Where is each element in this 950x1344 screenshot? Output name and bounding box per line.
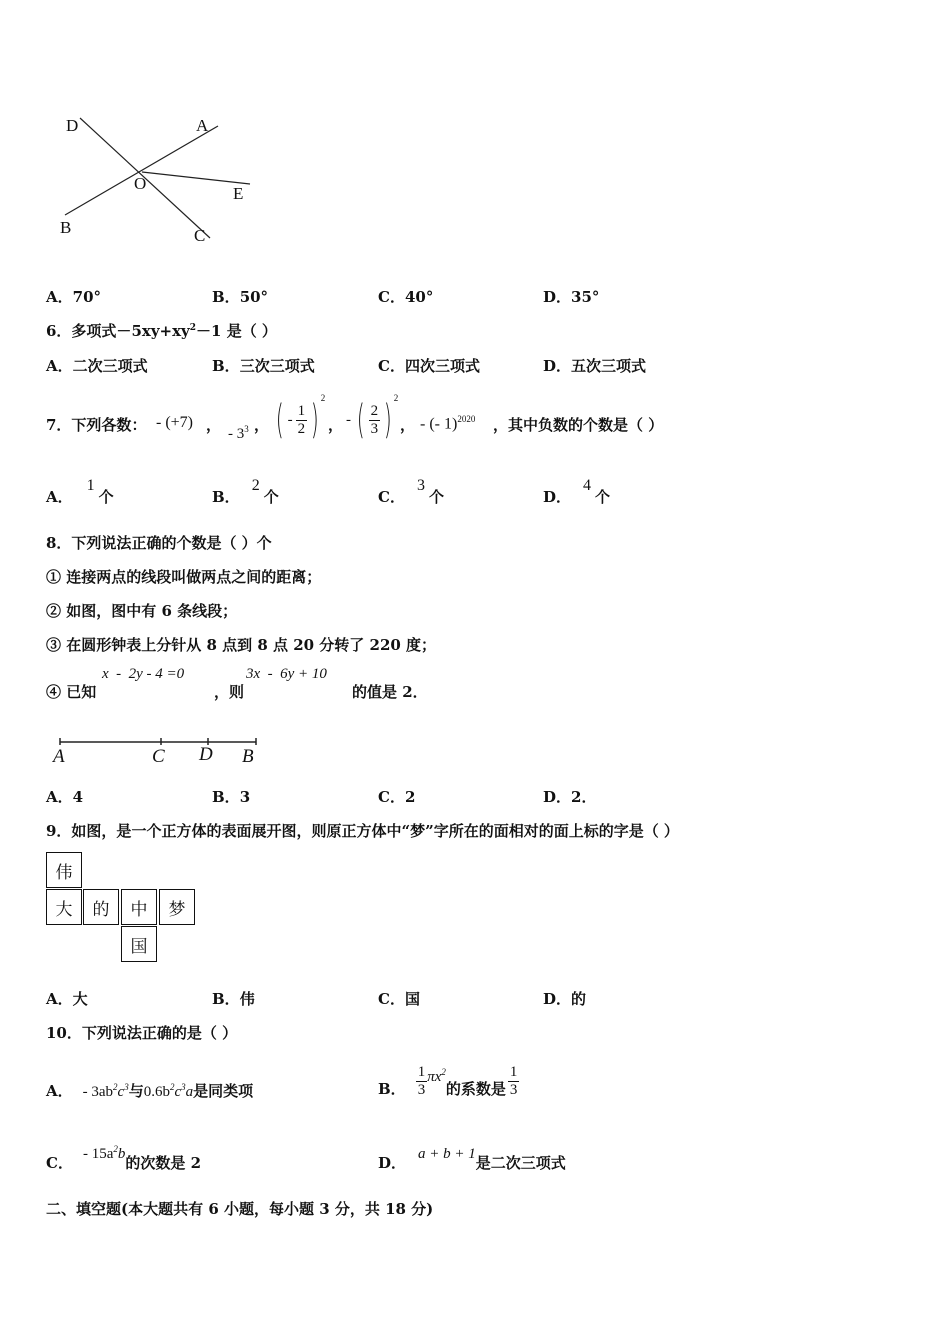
q6-stem [46, 320, 277, 341]
frac-num: 1 [417, 1064, 426, 1080]
q10-a-expr-1 [83, 1082, 129, 1101]
option-letter: A． [46, 357, 73, 375]
option-text: 35° [571, 288, 600, 306]
option-text: 伟 [239, 990, 255, 1008]
label-a: A [53, 746, 65, 767]
option-letter: D． [543, 990, 572, 1008]
term: 0.6b [143, 1084, 170, 1100]
section-2-heading: 二、填空题(本大题共有 6 小题，每小题 3 分，共 18 分) [46, 1200, 434, 1218]
q10-c-expr [83, 1144, 125, 1163]
q6-stem-sup: 2 [189, 323, 197, 333]
q6-stem-prefix: 6．多项式－5xy+xy [46, 322, 190, 340]
q8-statement-2: ② 如图，图中有 6 条线段； [46, 602, 238, 620]
option-letter: C． [378, 488, 405, 506]
q7-comma-1: ， [206, 416, 222, 434]
exp: 2 [169, 1082, 175, 1092]
option-letter: B． [212, 488, 240, 506]
frac-den: 3 [417, 1081, 426, 1098]
option-text: 四次三项式 [404, 357, 480, 375]
exp: 2 [113, 1082, 118, 1092]
option-letter: D． [543, 288, 572, 306]
q8-statement-4-eq: x - 2y - 4 =0 [102, 666, 185, 682]
option-letter: D． [543, 788, 572, 806]
q7-expr-5-exp: 2020 [457, 414, 476, 424]
q10-d-expr: a + b + 1 [418, 1146, 476, 1162]
term: πx [427, 1068, 442, 1085]
right-paren: ) [384, 397, 392, 443]
label-b: B [60, 218, 72, 237]
option-letter: C． [378, 788, 405, 806]
q8-option-b[interactable] [212, 786, 250, 807]
line-ba [65, 126, 218, 215]
q5-option-a[interactable] [46, 286, 101, 307]
label-a: A [196, 116, 209, 135]
q9-option-c[interactable] [378, 988, 420, 1009]
option-letter: A． [46, 788, 73, 806]
net-cell-da: 大 [46, 889, 82, 925]
option-letter: A． [46, 990, 73, 1008]
q7-comma-3: ， [328, 416, 344, 434]
q10-option-a[interactable] [46, 1080, 253, 1101]
option-letter: C． [378, 990, 405, 1008]
term: c [117, 1084, 125, 1100]
option-text: 4 [72, 788, 84, 806]
option-letter: B． [212, 788, 240, 806]
option-unit: 个 [428, 488, 444, 506]
q10-stem: 10．下列说法正确的是（ ） [46, 1024, 238, 1042]
exp: 3 [181, 1082, 186, 1092]
q7-expr-4-exp: 2 [393, 393, 399, 403]
option-text: 的 [571, 990, 587, 1008]
option-unit: 个 [595, 488, 611, 506]
net-cell-zhong: 中 [121, 889, 157, 925]
label-d: D [66, 116, 79, 135]
q5-option-c[interactable] [378, 286, 433, 307]
option-letter: B． [378, 1079, 406, 1098]
segment-figure [50, 734, 270, 770]
q9-option-b[interactable] [212, 988, 255, 1009]
q6-option-c[interactable] [378, 355, 480, 376]
label-c: C [152, 746, 165, 767]
option-text: 三次三项式 [239, 357, 315, 375]
option-text: 大 [72, 990, 88, 1008]
ray-oe [142, 172, 250, 184]
q7-option-d[interactable] [543, 477, 611, 507]
q10-a-expr-2 [144, 1082, 193, 1101]
q8-option-c[interactable] [378, 786, 415, 807]
q7-expr-2 [228, 424, 249, 443]
q10-b-frac-2 [508, 1064, 520, 1098]
frac-den: 2 [297, 420, 306, 437]
option-letter: D． [543, 488, 572, 506]
q7-comma-2: ， [254, 416, 270, 434]
q7-expr-2-exp: 3 [244, 424, 249, 434]
option-letter: A． [46, 488, 73, 506]
q8-option-d[interactable] [543, 786, 596, 807]
option-text: 的次数是 2 [125, 1154, 202, 1172]
frac-num: 2 [370, 403, 379, 419]
q10-b-frac-1 [416, 1064, 428, 1098]
option-letter: B． [212, 990, 240, 1008]
option-letter: A． [46, 288, 73, 306]
net-cell-wei: 伟 [46, 852, 82, 888]
label-e: E [233, 184, 244, 203]
q7-expr-4-sign: - [346, 411, 351, 428]
option-unit: 个 [98, 488, 114, 506]
q5-option-b[interactable] [212, 286, 268, 307]
option-text: 的系数是 [445, 1079, 506, 1098]
frac-den: 3 [370, 420, 379, 437]
q7-expr-5 [420, 414, 475, 433]
q8-statement-1: ① 连接两点的线段叫做两点之间的距离； [46, 568, 322, 586]
q9-option-a[interactable] [46, 988, 88, 1009]
option-letter: C． [378, 288, 405, 306]
option-num: 2 [251, 477, 260, 494]
term: - 15a [82, 1146, 114, 1162]
q7-comma-4: ， [400, 416, 416, 434]
net-cell-meng: 梦 [159, 889, 195, 925]
term: b [117, 1146, 126, 1162]
label-c: C [194, 226, 206, 245]
q7-expr-2-base: - 3 [228, 426, 245, 442]
q5-option-d[interactable] [543, 286, 599, 307]
option-text: 国 [404, 990, 420, 1008]
q7-expr-4 [346, 393, 398, 447]
term: a [185, 1084, 194, 1100]
q8-stem: 8．下列说法正确的个数是（ ）个 [46, 534, 272, 552]
label-o: O [134, 174, 147, 193]
net-cell-guo: 国 [121, 926, 157, 962]
q7-expr-3-exp: 2 [320, 393, 326, 403]
left-paren: ( [275, 397, 284, 443]
q8-statement-4-suffix: 的值是 2． [352, 683, 428, 701]
exp: 3 [124, 1082, 129, 1092]
q8-option-a[interactable] [46, 786, 83, 807]
option-letter: B． [212, 357, 240, 375]
net-cell-de: 的 [83, 889, 119, 925]
q7-expr-4-frac [369, 403, 381, 437]
option-text: 70° [72, 288, 102, 306]
option-letter: B． [212, 288, 240, 306]
q6-option-b[interactable] [212, 355, 315, 376]
option-text: 是同类项 [193, 1082, 254, 1100]
frac-num: 1 [509, 1064, 518, 1080]
q10-b-term [427, 1067, 446, 1086]
exp: 2 [113, 1144, 118, 1154]
q10-option-d[interactable] [378, 1146, 566, 1173]
q7-option-c[interactable] [378, 477, 444, 507]
q9-stem: 9．如图，是一个正方体的表面展开图，则原正方体中“梦”字所在的面相对的面上标的字是（ ） [46, 822, 679, 840]
q8-statement-4-expr: 3x - 6y + 10 [246, 666, 327, 682]
option-text: 二次三项式 [72, 357, 148, 375]
q7-option-a[interactable] [46, 477, 114, 507]
q7-tail: ，其中负数的个数是（ ） [493, 416, 664, 434]
option-num: 4 [583, 477, 592, 494]
term: c [174, 1084, 182, 1100]
option-unit: 个 [263, 488, 279, 506]
q7-expr-1: - (+7) [156, 414, 194, 431]
option-text: 3 [239, 788, 251, 806]
q8-statement-4-prefix: ④ 已知 [46, 683, 97, 701]
option-num: 3 [416, 477, 425, 494]
frac-den: 3 [509, 1081, 518, 1098]
option-letter: D． [378, 1154, 407, 1172]
q9-option-d[interactable] [543, 988, 586, 1009]
q6-option-d[interactable] [543, 355, 646, 376]
option-text: 50° [239, 288, 269, 306]
angle-figure [50, 110, 270, 260]
q10-option-b[interactable] [378, 1056, 519, 1106]
frac-num: 1 [297, 403, 306, 419]
right-paren: ) [311, 397, 319, 443]
option-num: 1 [86, 477, 95, 494]
q7-option-b[interactable] [212, 477, 279, 507]
option-text: 与 [128, 1082, 144, 1100]
q10-option-c[interactable] [46, 1144, 202, 1173]
option-text: 2 [404, 788, 416, 806]
cube-net [46, 852, 198, 964]
q6-option-a[interactable] [46, 355, 148, 376]
exp: 2 [441, 1066, 446, 1077]
term: - 3ab [82, 1084, 114, 1100]
option-text: 40° [404, 288, 434, 306]
q7-expr-5-base: - (- 1) [420, 415, 458, 433]
option-text: 是二次三项式 [475, 1154, 566, 1172]
option-letter: C． [378, 357, 405, 375]
label-d: D [199, 744, 213, 765]
q8-statement-3: ③ 在圆形钟表上分针从 8 点到 8 点 20 分转了 220 度； [46, 636, 437, 654]
label-b: B [242, 746, 254, 767]
q7-stem: 7．下列各数： [46, 416, 147, 434]
q8-statement-4-mid: ，则 [214, 683, 245, 701]
q6-stem-suffix: －1 是（ ） [196, 322, 277, 340]
left-paren: ( [356, 397, 365, 443]
option-letter: D． [543, 357, 572, 375]
q7-expr-3-frac [296, 403, 308, 437]
option-letter: A． [46, 1082, 73, 1100]
option-text: 2． [571, 788, 597, 806]
option-letter: C． [46, 1154, 73, 1172]
q7-expr-3 [272, 393, 325, 447]
q7-expr-3-sign: - [287, 411, 293, 428]
option-text: 五次三项式 [571, 357, 647, 375]
